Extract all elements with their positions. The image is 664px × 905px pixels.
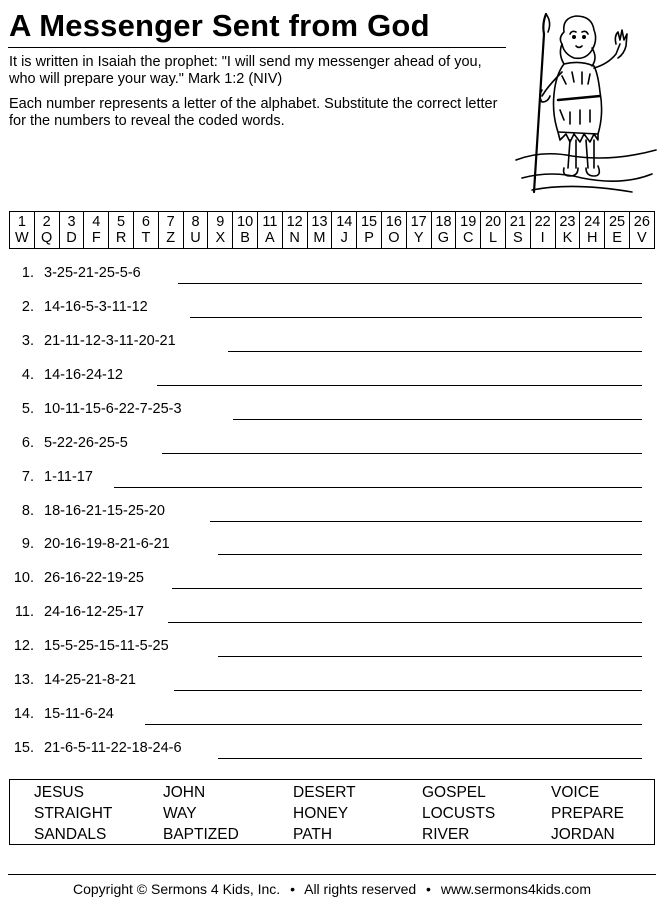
word-bank-item: BAPTIZED bbox=[163, 826, 239, 843]
cipher-number: 12 bbox=[286, 214, 303, 230]
cipher-number: 17 bbox=[410, 214, 427, 230]
word-bank-item: STRAIGHT bbox=[34, 805, 113, 822]
cipher-number: 10 bbox=[237, 214, 254, 230]
answer-line[interactable] bbox=[174, 690, 642, 691]
coded-word: 21-11-12-3-11-20-21 bbox=[44, 332, 176, 349]
cipher-number: 5 bbox=[117, 214, 126, 230]
word-bank-item: DESERT bbox=[293, 784, 356, 801]
puzzle-row bbox=[0, 292, 664, 326]
puzzle-number: 2. bbox=[21, 298, 34, 315]
word-bank-item: JORDAN bbox=[551, 826, 615, 843]
cipher-number: 9 bbox=[216, 214, 225, 230]
cipher-cell bbox=[109, 212, 134, 249]
puzzle-number: 10. bbox=[13, 570, 34, 587]
puzzle-number: 6. bbox=[21, 434, 34, 451]
footer-separator: • bbox=[290, 881, 295, 897]
cipher-letter: M bbox=[313, 230, 326, 246]
cipher-number: 18 bbox=[435, 214, 452, 230]
puzzle-number: 12. bbox=[13, 638, 34, 655]
cipher-cell bbox=[530, 212, 555, 249]
cipher-number: 11 bbox=[262, 214, 278, 230]
cipher-number: 13 bbox=[311, 214, 328, 230]
puzzle-number: 7. bbox=[21, 468, 34, 485]
cipher-number: 3 bbox=[67, 214, 76, 230]
puzzle-row bbox=[0, 360, 664, 394]
answer-line[interactable] bbox=[190, 317, 642, 318]
cipher-number: 14 bbox=[336, 214, 353, 230]
puzzle-row bbox=[0, 496, 664, 530]
word-bank-item: HONEY bbox=[293, 805, 349, 822]
cipher-letter: V bbox=[636, 230, 647, 246]
cipher-letter: N bbox=[289, 230, 300, 246]
cipher-number: 26 bbox=[633, 214, 650, 230]
answer-line[interactable] bbox=[218, 656, 642, 657]
copyright-text: Copyright © Sermons 4 Kids, Inc. bbox=[73, 881, 281, 897]
cipher-cell bbox=[629, 212, 654, 249]
cipher-number: 20 bbox=[484, 214, 502, 230]
cipher-letter: O bbox=[388, 230, 400, 246]
coded-word: 14-16-24-12 bbox=[44, 366, 123, 383]
coded-word: 24-16-12-25-17 bbox=[44, 604, 144, 621]
cipher-cell bbox=[158, 212, 183, 249]
cipher-cell bbox=[555, 212, 580, 249]
cipher-letter: Y bbox=[413, 230, 424, 246]
coded-word: 26-16-22-19-25 bbox=[44, 570, 144, 587]
cipher-letter: B bbox=[240, 230, 250, 246]
word-bank-item: PATH bbox=[293, 826, 333, 843]
cipher-number: 22 bbox=[534, 214, 551, 230]
cipher-letter: A bbox=[265, 230, 275, 246]
answer-line[interactable] bbox=[210, 521, 642, 522]
cipher-cell bbox=[406, 212, 431, 249]
cipher-cell bbox=[34, 212, 59, 249]
cipher-cell bbox=[481, 212, 506, 249]
footer-separator: • bbox=[426, 881, 431, 897]
answer-line[interactable] bbox=[228, 351, 642, 352]
cipher-cell bbox=[580, 212, 605, 249]
cipher-letter: I bbox=[540, 230, 545, 246]
cipher-number: 2 bbox=[42, 214, 51, 230]
word-bank-item: RIVER bbox=[422, 826, 470, 843]
cipher-cell bbox=[59, 212, 84, 249]
puzzle-row bbox=[0, 428, 664, 462]
answer-line[interactable] bbox=[172, 588, 642, 589]
cipher-number: 1 bbox=[17, 214, 26, 230]
cipher-cell bbox=[456, 212, 481, 249]
answer-line[interactable] bbox=[157, 385, 642, 386]
cipher-cell bbox=[282, 212, 307, 249]
puzzle-number: 3. bbox=[21, 332, 34, 349]
coded-word: 3-25-21-25-5-6 bbox=[44, 265, 141, 281]
puzzle-row bbox=[0, 699, 664, 733]
cipher-number: 15 bbox=[360, 214, 378, 230]
cipher-number: 23 bbox=[559, 214, 576, 230]
cipher-letter: W bbox=[15, 230, 29, 246]
word-bank-item: JOHN bbox=[163, 784, 206, 801]
word-bank-item: LOCUSTS bbox=[422, 805, 496, 822]
answer-line[interactable] bbox=[114, 487, 642, 488]
puzzle-row bbox=[0, 529, 664, 563]
cipher-cell bbox=[505, 212, 530, 249]
cipher-letter: X bbox=[215, 230, 226, 246]
cipher-letter: Q bbox=[41, 230, 53, 246]
puzzle-row bbox=[0, 394, 664, 428]
word-bank bbox=[9, 779, 655, 845]
website-link[interactable]: www.sermons4kids.com bbox=[440, 881, 591, 897]
cipher-number: 19 bbox=[460, 214, 477, 230]
coded-word: 15-5-25-15-11-5-25 bbox=[44, 638, 169, 655]
coded-word: 15-11-6-24 bbox=[44, 706, 114, 723]
answer-line[interactable] bbox=[233, 419, 642, 420]
puzzle-number: 11. bbox=[14, 604, 34, 621]
puzzle-row bbox=[0, 563, 664, 597]
answer-line[interactable] bbox=[162, 453, 642, 454]
cipher-letter: E bbox=[612, 230, 622, 246]
scripture-verse: It is written in Isaiah the prophet: "I will send my messenger ahead of you, who will prepare your way." Mark 1:2 (NIV) bbox=[9, 54, 482, 87]
word-bank-item: SANDALS bbox=[34, 826, 107, 843]
word-bank-item: VOICE bbox=[551, 784, 600, 801]
cipher-letter: T bbox=[141, 230, 151, 246]
puzzle-number: 4. bbox=[21, 366, 34, 383]
cipher-letter: Z bbox=[166, 230, 176, 246]
cipher-cell bbox=[257, 212, 282, 249]
cipher-letter: L bbox=[489, 230, 498, 246]
puzzle-number: 8. bbox=[21, 502, 34, 519]
puzzle-row bbox=[0, 665, 664, 699]
puzzle-number: 15. bbox=[13, 740, 34, 757]
puzzle-number: 14. bbox=[13, 706, 34, 723]
footer-divider bbox=[8, 874, 656, 875]
rights-text: All rights reserved bbox=[304, 881, 417, 897]
cipher-cell bbox=[307, 212, 332, 249]
cipher-letter: R bbox=[115, 230, 127, 246]
answer-line[interactable] bbox=[168, 622, 642, 623]
coded-word: 1-11-17 bbox=[44, 468, 93, 485]
cipher-number: 16 bbox=[385, 214, 402, 230]
cipher-letter: J bbox=[340, 230, 348, 246]
word-bank-item: JESUS bbox=[34, 784, 84, 801]
coded-word: 14-16-5-3-11-12 bbox=[44, 298, 148, 315]
cipher-cell bbox=[431, 212, 456, 249]
cipher-cell bbox=[133, 212, 158, 249]
puzzle-number: 5. bbox=[21, 400, 34, 417]
cipher-letter: D bbox=[66, 230, 77, 246]
cipher-number: 21 bbox=[509, 214, 526, 230]
cipher-letter: H bbox=[586, 230, 598, 246]
puzzle-row bbox=[0, 631, 664, 665]
instructions-text: Each number represents a letter of the alphabet. Substitute the correct letter for the numbers to reveal the coded words. bbox=[9, 96, 498, 129]
answer-line[interactable] bbox=[218, 554, 642, 555]
coded-word: 5-22-26-25-5 bbox=[44, 434, 128, 451]
puzzle-row bbox=[0, 462, 664, 496]
answer-line[interactable] bbox=[218, 758, 642, 759]
puzzle-row bbox=[0, 597, 664, 631]
john-the-baptist-icon bbox=[512, 10, 660, 195]
word-bank-item: GOSPEL bbox=[422, 784, 486, 801]
answer-line[interactable] bbox=[145, 724, 642, 725]
cipher-cell bbox=[357, 212, 382, 249]
answer-line[interactable] bbox=[178, 283, 642, 284]
word-bank-item: WAY bbox=[163, 805, 197, 822]
page-title: A Messenger Sent from God bbox=[9, 8, 430, 43]
coded-word: 21-6-5-11-22-18-24-6 bbox=[44, 740, 182, 757]
cipher-letter: F bbox=[91, 230, 101, 246]
cipher-number: 7 bbox=[166, 214, 175, 230]
cipher-letter: S bbox=[513, 230, 523, 246]
puzzle-row bbox=[0, 258, 664, 292]
cipher-letter: P bbox=[364, 230, 374, 246]
coded-word: 14-25-21-8-21 bbox=[44, 672, 136, 689]
cipher-letter: K bbox=[562, 230, 573, 246]
coded-word: 10-11-15-6-22-7-25-3 bbox=[44, 400, 182, 417]
title-divider bbox=[8, 47, 506, 48]
coded-word-list bbox=[0, 258, 664, 758]
coded-word: 20-16-19-8-21-6-21 bbox=[44, 536, 170, 553]
coded-word: 18-16-21-15-25-20 bbox=[44, 502, 165, 519]
cipher-number: 24 bbox=[584, 214, 601, 230]
cipher-key-table bbox=[9, 211, 655, 249]
puzzle-number: 1. bbox=[21, 265, 34, 281]
cipher-cell bbox=[183, 212, 208, 249]
cipher-cell bbox=[10, 212, 35, 249]
cipher-cell bbox=[208, 212, 233, 249]
cipher-letter: C bbox=[463, 230, 474, 246]
cipher-number: 8 bbox=[191, 214, 200, 230]
cipher-cell bbox=[233, 212, 258, 249]
cipher-number: 25 bbox=[608, 214, 626, 230]
footer bbox=[0, 881, 664, 897]
puzzle-number: 13. bbox=[13, 672, 34, 689]
puzzle-number: 9. bbox=[21, 536, 34, 553]
cipher-cell bbox=[605, 212, 630, 249]
cipher-cell bbox=[84, 212, 109, 249]
word-bank-item: PREPARE bbox=[551, 805, 624, 822]
cipher-cell bbox=[332, 212, 357, 249]
cipher-letter: U bbox=[190, 230, 201, 246]
cipher-cell bbox=[381, 212, 406, 249]
cipher-number: 6 bbox=[141, 214, 150, 230]
puzzle-row bbox=[0, 326, 664, 360]
cipher-letter: G bbox=[437, 230, 450, 246]
puzzle-row bbox=[0, 733, 664, 767]
cipher-number: 4 bbox=[92, 214, 101, 230]
